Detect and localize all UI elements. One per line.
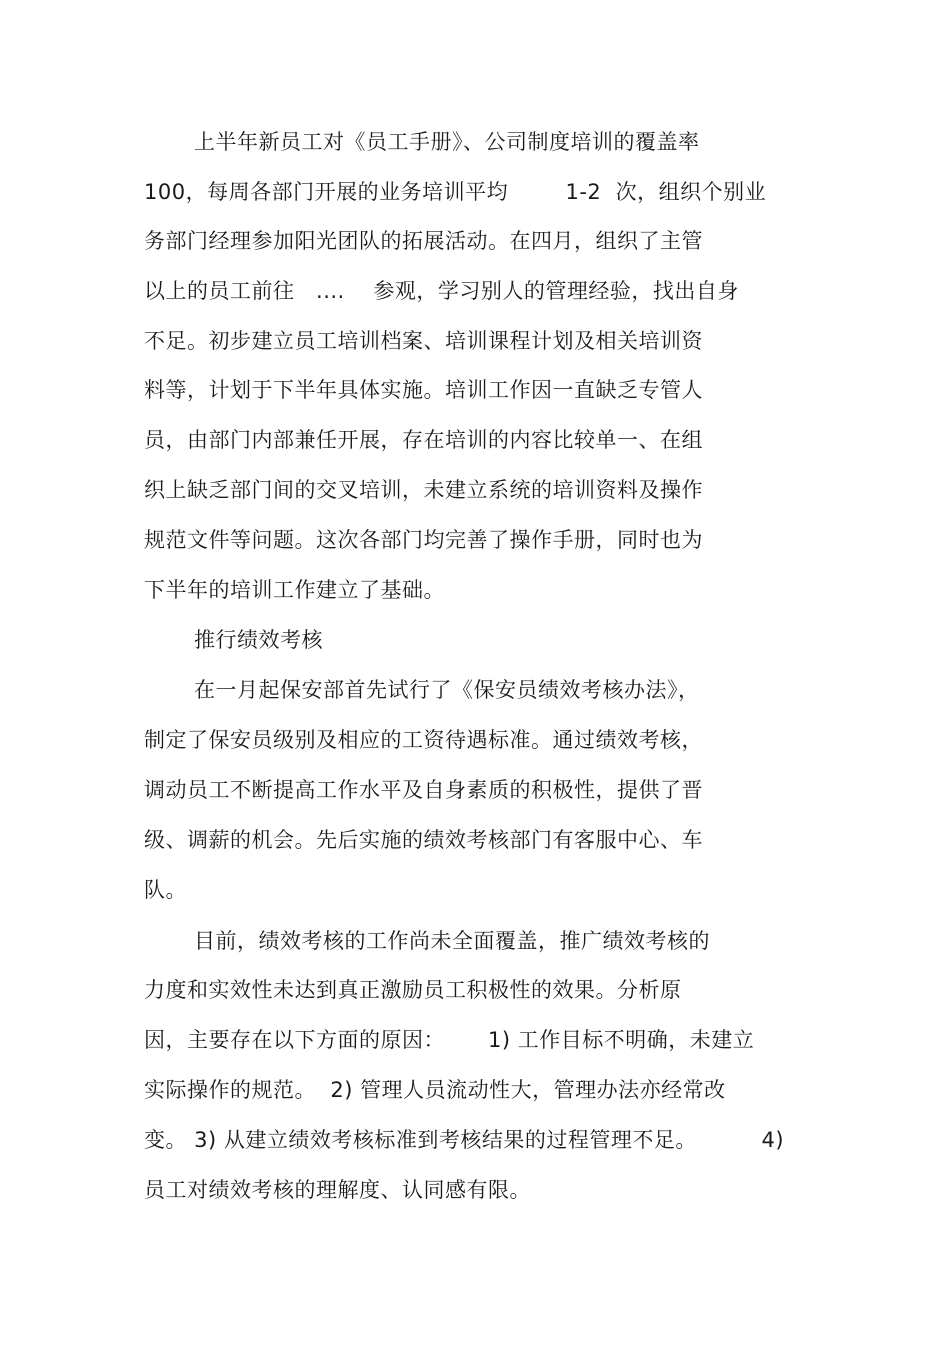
text-line: 制定了保安员级别及相应的工资待遇标准。通过绩效考核， bbox=[144, 728, 703, 752]
text-line: 下半年的培训工作建立了基础。 bbox=[144, 578, 445, 602]
text-line: 调动员工不断提高工作水平及自身素质的积极性，提供了晋 bbox=[144, 778, 703, 802]
text-line: 级、调薪的机会。先后实施的绩效考核部门有客服中心、车 bbox=[144, 828, 703, 852]
text-line: 队。 bbox=[144, 878, 187, 902]
text-line: 料等，计划于下半年具体实施。培训工作因一直缺乏专管人 bbox=[144, 378, 703, 402]
text-line: 规范文件等问题。这次各部门均完善了操作手册，同时也为 bbox=[144, 528, 703, 552]
text-line: 因，主要存在以下方面的原因： 1) 工作目标不明确，未建立 bbox=[144, 1028, 755, 1052]
section-heading: 推行绩效考核 bbox=[194, 628, 323, 652]
text-line: 100，每周各部门开展的业务培训平均 1-2 次，组织个别业 bbox=[144, 180, 767, 204]
text-line: 务部门经理参加阳光团队的拓展活动。在四月，组织了主管 bbox=[144, 229, 703, 253]
text-line: 织上缺乏部门间的交叉培训，未建立系统的培训资料及操作 bbox=[144, 478, 703, 502]
text-line: 在一月起保安部首先试行了《保安员绩效考核办法》， bbox=[194, 678, 700, 702]
text-line: 实际操作的规范。 2) 管理人员流动性大，管理办法亦经常改 bbox=[144, 1078, 726, 1102]
text-line: 目前，绩效考核的工作尚未全面覆盖，推广绩效考核的 bbox=[194, 929, 710, 953]
text-line: 不足。初步建立员工培训档案、培训课程计划及相关培训资 bbox=[144, 329, 703, 353]
text-line: 员工对绩效考核的理解度、认同感有限。 bbox=[144, 1178, 531, 1202]
text-line: 以上的员工前往 .... 参观，学习别人的管理经验，找出自身 bbox=[144, 279, 739, 303]
text-line: 变。 3) 从建立绩效考核标准到考核结果的过程管理不足。 4) bbox=[144, 1128, 785, 1152]
text-line: 员，由部门内部兼任开展，存在培训的内容比较单一、在组 bbox=[144, 428, 703, 452]
text-line: 力度和实效性未达到真正激励员工积极性的效果。分析原 bbox=[144, 978, 682, 1002]
text-line: 上半年新员工对《员工手册》、公司制度培训的覆盖率 bbox=[194, 130, 700, 154]
